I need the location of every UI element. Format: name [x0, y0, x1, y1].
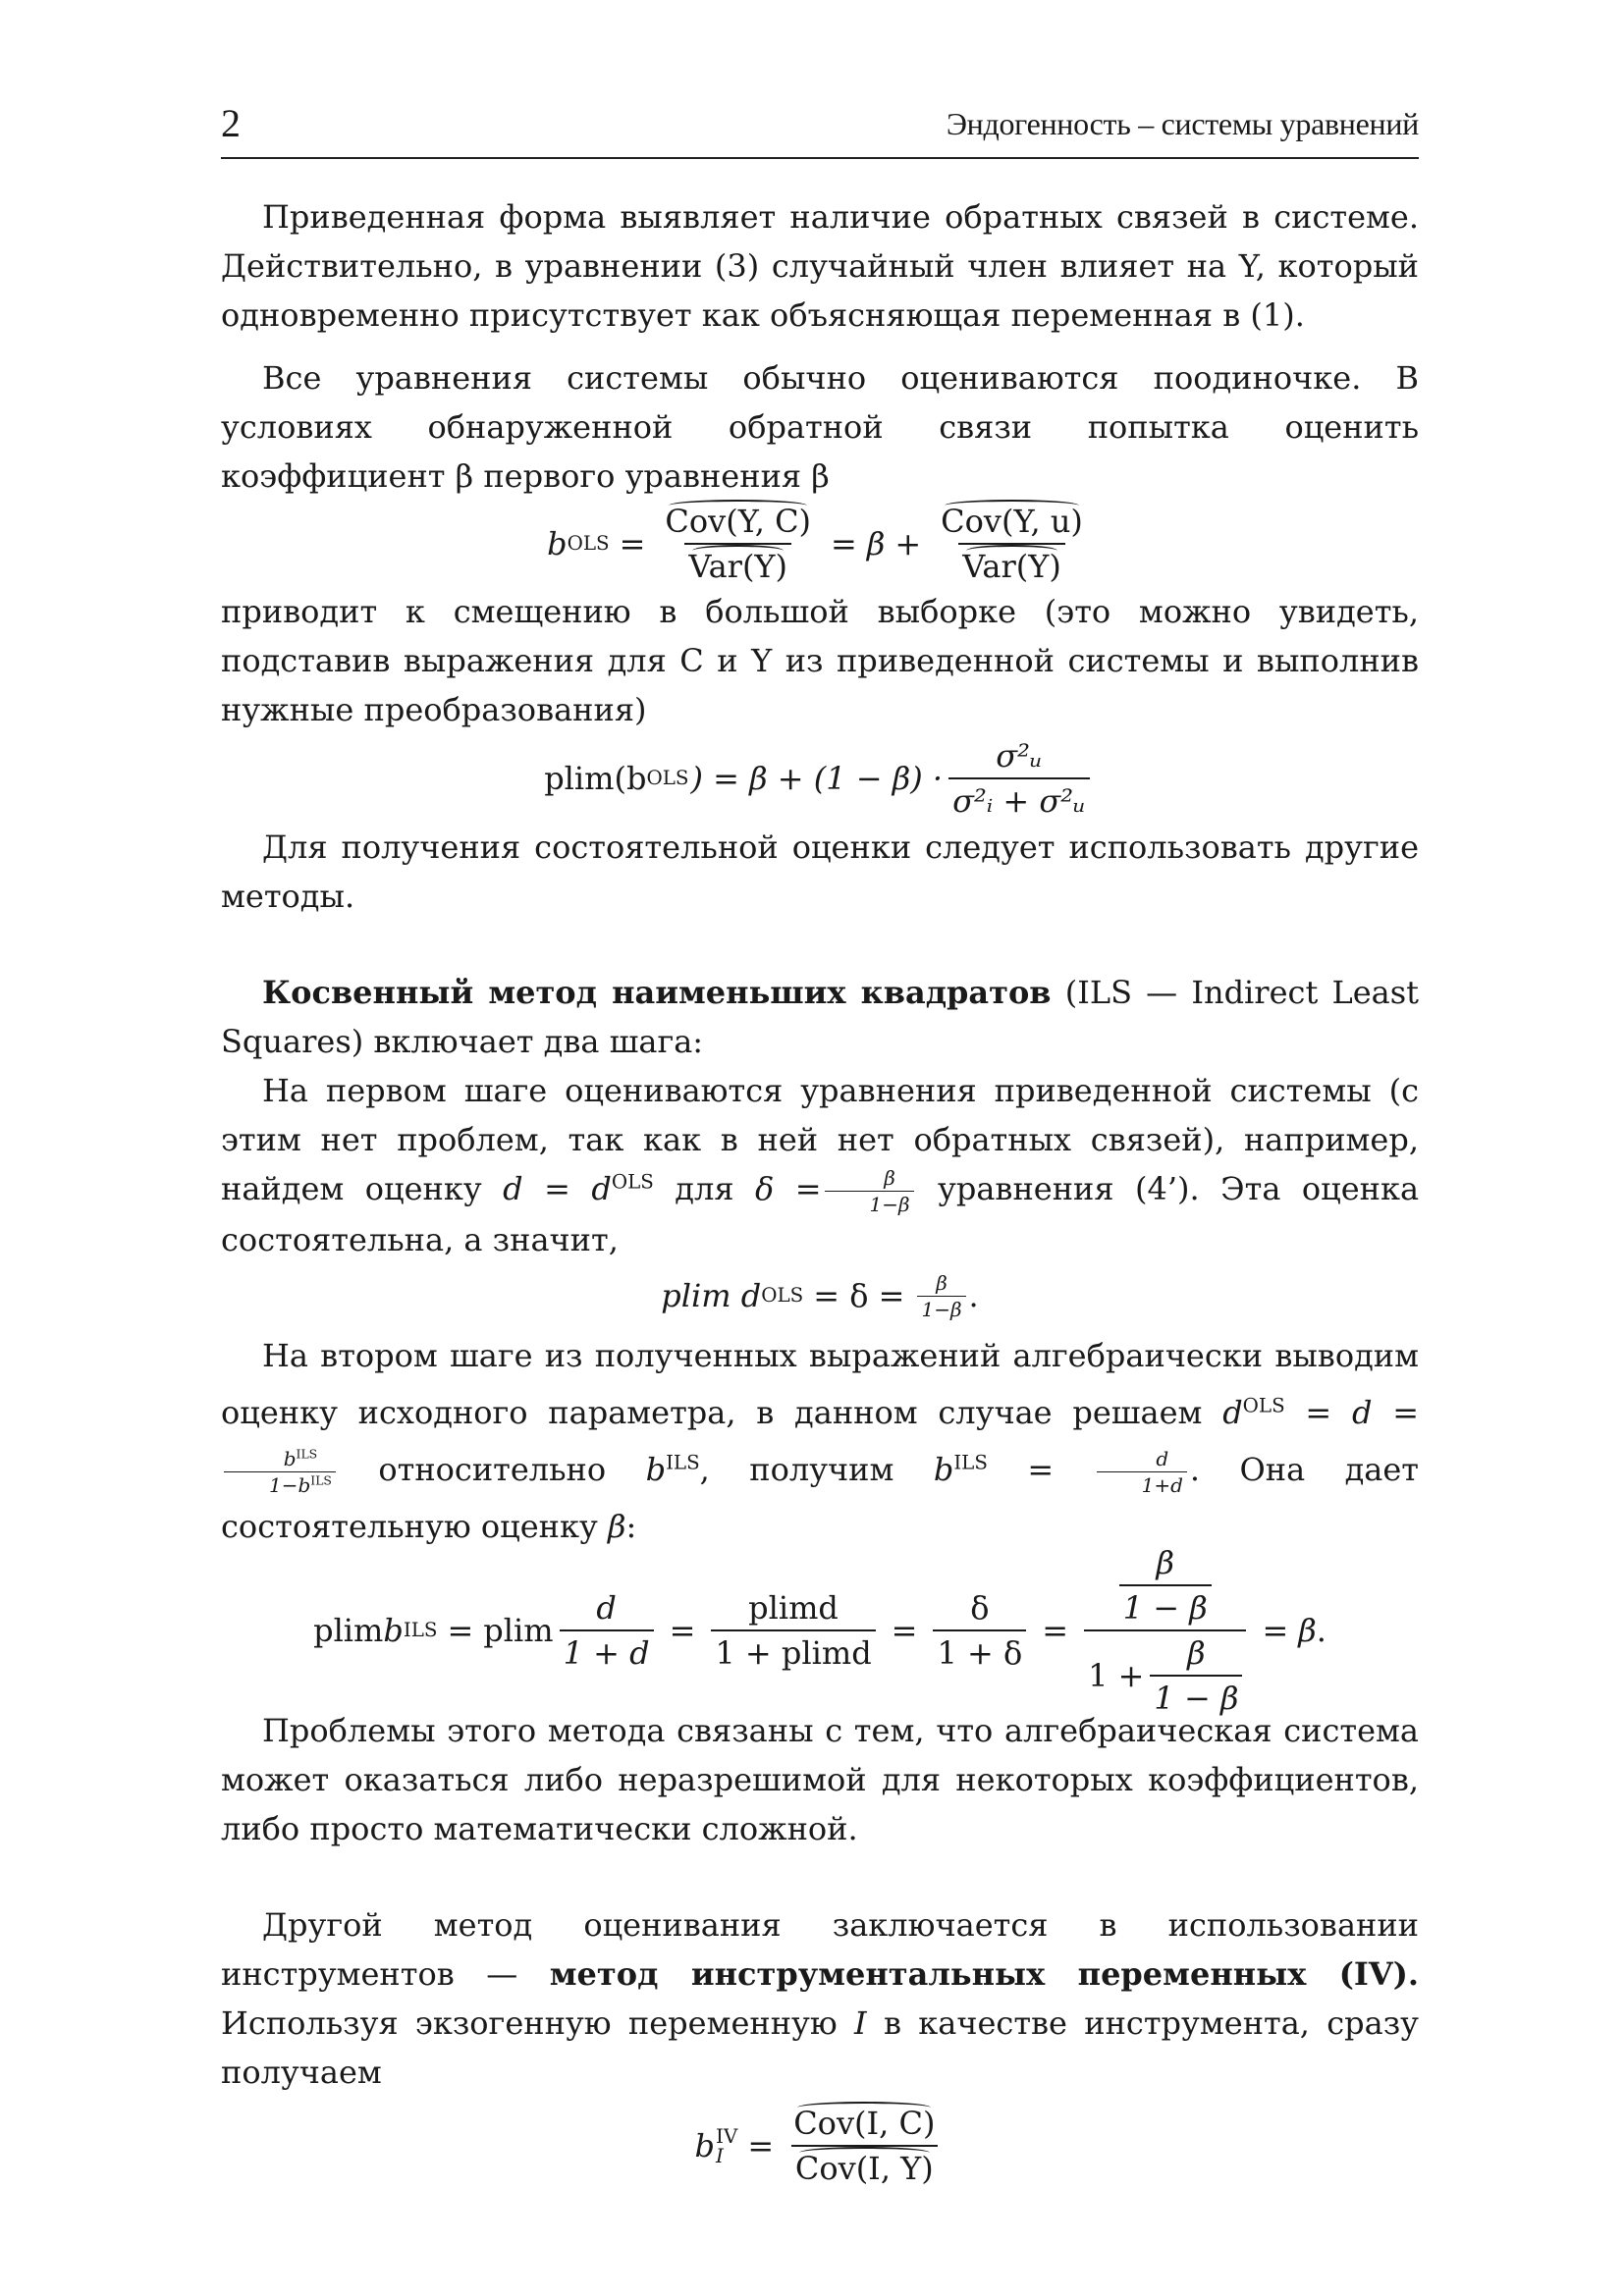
- fraction-sigma: $\frac{\text{σ²ᵤ}}{\text{σ²ᵢ + σ²ᵤ}}$: [948, 736, 1090, 821]
- fraction-b-ils: $\frac{b^{ILS}}{1-b^{ILS}}$: [224, 1448, 336, 1496]
- paragraph-2: Все уравнения системы обычно оцениваются поодиночке. В условиях обнаруженной обратной связи попытка оценить коэффициент β первого уравнения β: [221, 359, 1419, 495]
- paragraph-4: Для получения состоятельной оценки следует использовать другие методы.: [221, 828, 1419, 915]
- fraction-cov-ic-cov-iy: $\frac{\text{Cov(I, C)}}{\text{Cov(I, Y)}}$: [789, 2104, 939, 2188]
- paragraph-9: Другой метод оценивания заключается в использовании инструментов — метод инструментальных переменных (IV). Используя экзогенную переменную I в качестве инструмента, сразу получаем: [221, 1906, 1420, 2091]
- paragraph-5: Косвенный метод наименьших квадратов (ILS — Indirect Least Squares) включает два шага:: [221, 974, 1420, 1060]
- page-body: [221, 192, 1419, 2195]
- fraction-d-over-1-plus-d: $\frac{d}{1 + d}$: [560, 1588, 654, 1673]
- fraction-delta: $\frac{\delta}{1 + \delta}$: [933, 1588, 1026, 1673]
- paragraph-1: Приведенная форма выявляет наличие обратных связей в системе. Действительно, в уравнении (3) случайный член влияет на Y, который одновременно присутствует как объясняющая переменная в (1).: [221, 198, 1419, 334]
- paragraph-8: Проблемы этого метода связаны с тем, что алгебраическая система может оказаться либо неразрешимой для некоторых коэффициентов, либо просто математически сложной.: [221, 1712, 1419, 1847]
- fraction-beta-one-minus-beta: $\frac{\beta}{1-\beta}$: [825, 1167, 914, 1215]
- iv-method-title: метод инструментальных переменных (IV).: [549, 1955, 1420, 1993]
- page-header: [221, 94, 1419, 159]
- fraction-cov-yu-var-y: $\frac{\text{Cov(Y, u)}}{\text{Var(Y)}}$: [941, 503, 1083, 585]
- equation-b-iv: b IV I = $\frac{\text{Cov(I, C)}}{\text{Cov(I, Y)}}$: [221, 2099, 1419, 2193]
- equation-plim-b-ols: plim(b OLS ) = β + (1 − β) · $\frac{\text{σ²ᵤ}}{\text{σ²ᵢ + σ²ᵤ}}$: [221, 736, 1419, 821]
- equation-b-ols: b OLS = $\frac{\text{Cov(Y, C)}}{\text{Var(Y)}}$ = β + $\frac{\text{Cov(Y, u)}}{\text{Var(Y)}}$: [221, 503, 1419, 585]
- fraction-compound: $\frac{\beta}{1 - \beta}$ 1 + $\frac{\beta}{1 - \beta}$: [1084, 1543, 1246, 1718]
- equation-plim-d-ols: plim d OLS = δ = $\frac{\beta}{1-\beta}$ .: [661, 1270, 979, 1321]
- running-title: Эндогенность – системы уравнений: [946, 106, 1419, 141]
- fraction-plimd: $\frac{plimd}{1 + plimd}$: [711, 1588, 875, 1673]
- paragraph-6: На первом шаге оцениваются уравнения приведенной системы (с этим нет проблем, так как в ней нет обратных связей), например, найдем оценку $d = d^{OLS}$ для δ = $\frac{\beta}{1-\beta}$ уравнения (4’). Эта оценка состоятельна, а значит,: [221, 1072, 1420, 1258]
- page-number: 2: [221, 101, 241, 145]
- paragraph-3: приводит к смещению в большой выборке (это можно увидеть, подставив выражения для C и Y из приведенной системы и выполнив нужные преобразования): [221, 593, 1419, 728]
- fraction-d-one-plus-d: $\frac{d}{1+d}$: [1097, 1448, 1187, 1496]
- fraction-beta-one-minus-beta-2: $\frac{\beta}{1-\beta}$: [917, 1272, 965, 1320]
- fraction-cov-yc-var-y: $\frac{\text{Cov(Y, C)}}{\text{Var(Y)}}$: [665, 503, 812, 585]
- equation-plim-b-ils: plim b ILS = plim $\frac{d}{1 + d}$ = $\frac{plimd}{1 + plimd}$ = $\frac{\delta}{1 + \delta}$ = $\frac{\beta}{1 - \beta}$ 1 + $\frac{\beta}{1 - \beta}$ = β .: [313, 1544, 1326, 1717]
- paragraph-7: На втором шаге из полученных выражений алгебраически выводим оценку исходного параметра, в данном случае решаем $d^{OLS} = d$ = $\frac{b^{ILS}}{1-b^{ILS}}$ относительно $b^{ILS}$, получим $b^{ILS}$ = $\frac{d}{1+d}$ . Она дает состоятельную оценку β:: [221, 1337, 1420, 1545]
- ils-method-title: Косвенный метод наименьших квадратов: [262, 974, 1052, 1011]
